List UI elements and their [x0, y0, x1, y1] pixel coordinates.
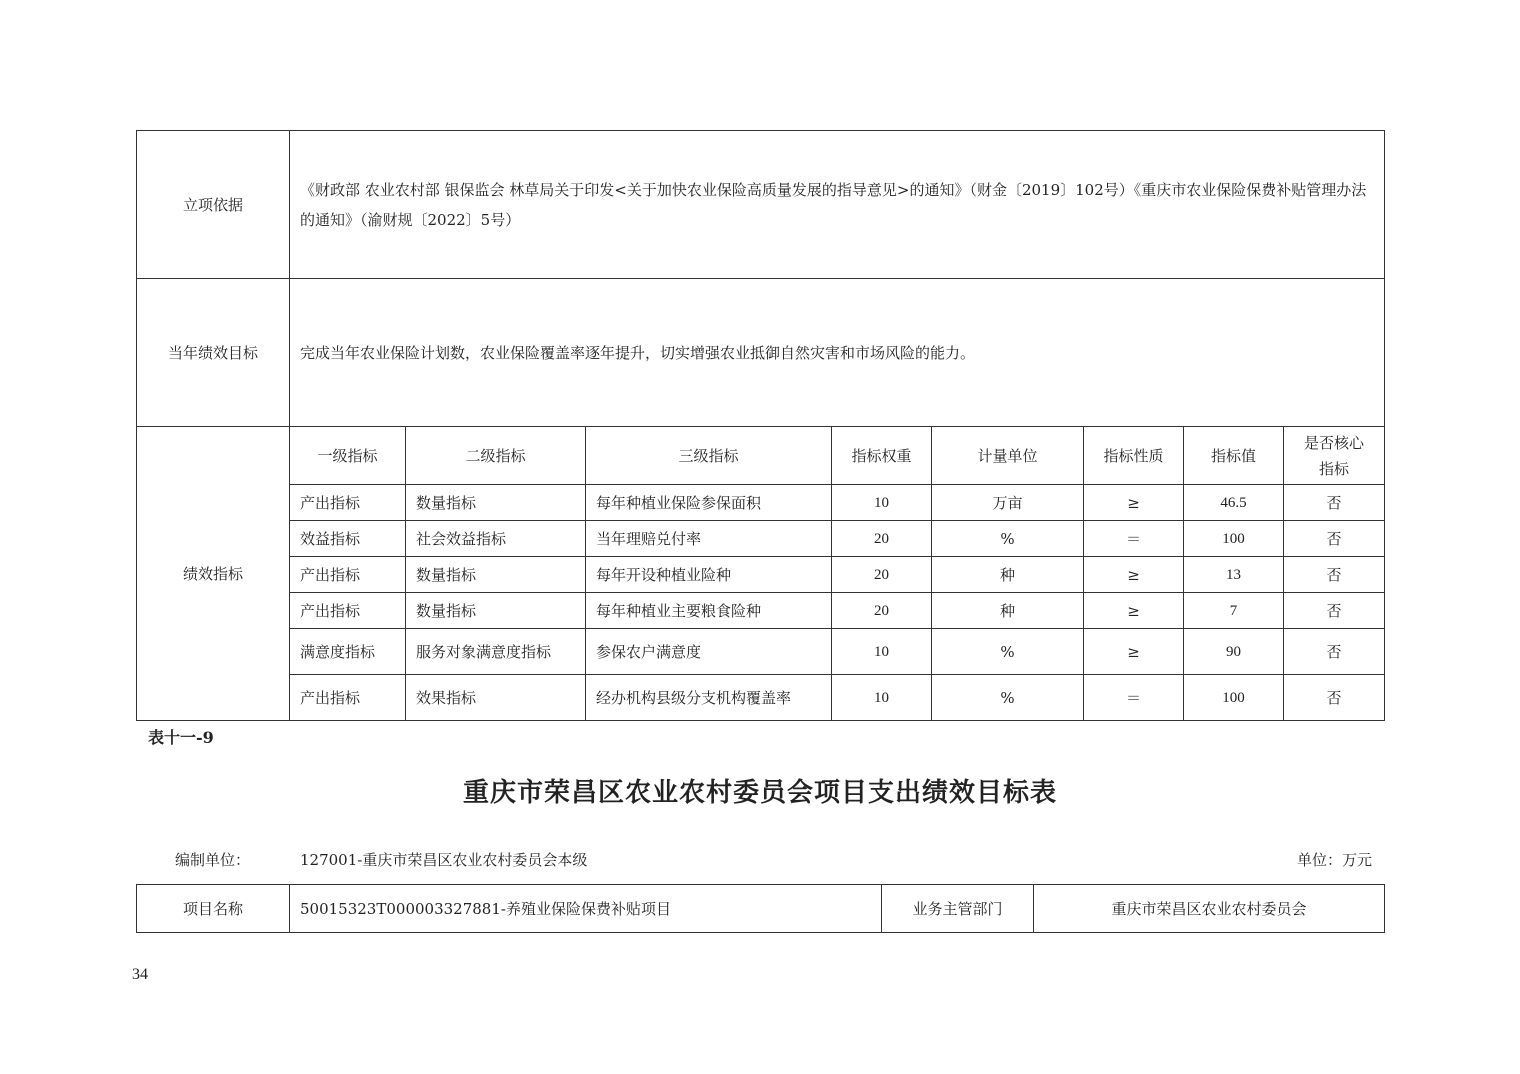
value-cell: 13	[1184, 557, 1284, 593]
project-name-value: 50015323T000003327881-养殖业保险保费补贴项目	[290, 885, 882, 933]
unit-cell: %	[932, 521, 1084, 557]
weight-cell: 10	[832, 629, 932, 675]
header-cell: 指标值	[1184, 427, 1284, 485]
level3-cell: 每年种植业主要粮食险种	[586, 593, 832, 629]
unit-cell: 种	[932, 557, 1084, 593]
weight-cell: 10	[832, 675, 932, 721]
value-cell: 7	[1184, 593, 1284, 629]
table-row	[137, 521, 1385, 557]
indicator-header-row	[137, 427, 1385, 485]
basis-text: 《财政部 农业农村部 银保监会 林草局关于印发<关于加快农业保险高质量发展的指导意见>的通知》（财金〔2019〕102号）《重庆市农业保险保费补贴管理办法的通知》（渝财规〔2022〕5号）	[290, 131, 1385, 279]
table-row	[137, 485, 1385, 521]
level1-cell: 满意度指标	[290, 629, 406, 675]
project-name-label: 项目名称	[137, 885, 290, 933]
table-row	[137, 629, 1385, 675]
level3-cell: 当年理赔兑付率	[586, 521, 832, 557]
core-cell: 否	[1284, 557, 1385, 593]
unit-cell: 种	[932, 593, 1084, 629]
weight-cell: 20	[832, 593, 932, 629]
page-number: 34	[132, 966, 148, 983]
performance-table	[136, 130, 1385, 721]
level2-cell: 效果指标	[406, 675, 586, 721]
compiling-unit-label: 编制单位：	[175, 851, 251, 869]
core-cell: 否	[1284, 593, 1385, 629]
level1-cell: 产出指标	[290, 557, 406, 593]
unit-cell: %	[932, 675, 1084, 721]
core-cell: 否	[1284, 675, 1385, 721]
level3-cell: 经办机构县级分支机构覆盖率	[586, 675, 832, 721]
level3-cell: 每年开设种植业险种	[586, 557, 832, 593]
project-row	[137, 885, 1385, 933]
value-cell: 46.5	[1184, 485, 1284, 521]
nature-cell: ≥	[1084, 629, 1184, 675]
goal-text: 完成当年农业保险计划数，农业保险覆盖率逐年提升，切实增强农业抵御自然灾害和市场风险的能力。	[290, 279, 1385, 427]
department-value: 重庆市荣昌区农业农村委员会	[1034, 885, 1385, 933]
core-cell: 否	[1284, 629, 1385, 675]
unit-cell: 万亩	[932, 485, 1084, 521]
core-cell: 否	[1284, 485, 1385, 521]
table-row	[137, 557, 1385, 593]
header-cell: 指标权重	[832, 427, 932, 485]
level1-cell: 产出指标	[290, 485, 406, 521]
goal-label: 当年绩效目标	[137, 279, 290, 427]
header-cell: 二级指标	[406, 427, 586, 485]
header-cell: 三级指标	[586, 427, 832, 485]
nature-cell: ＝	[1084, 521, 1184, 557]
level1-cell: 产出指标	[290, 675, 406, 721]
table-row	[137, 593, 1385, 629]
level1-cell: 产出指标	[290, 593, 406, 629]
nature-cell: ＝	[1084, 675, 1184, 721]
table-number: 表十一-9	[148, 728, 214, 747]
goal-row	[137, 279, 1385, 427]
level3-cell: 参保农户满意度	[586, 629, 832, 675]
level2-cell: 数量指标	[406, 557, 586, 593]
nature-cell: ≥	[1084, 593, 1184, 629]
indicator-label: 绩效指标	[137, 427, 290, 721]
weight-cell: 20	[832, 557, 932, 593]
weight-cell: 20	[832, 521, 932, 557]
core-cell: 否	[1284, 521, 1385, 557]
document-title: 重庆市荣昌区农业农村委员会项目支出绩效目标表	[462, 778, 1057, 808]
department-label: 业务主管部门	[882, 885, 1034, 933]
project-info-table	[136, 884, 1385, 933]
header-cell: 一级指标	[290, 427, 406, 485]
nature-cell: ≥	[1084, 485, 1184, 521]
nature-cell: ≥	[1084, 557, 1184, 593]
value-cell: 100	[1184, 675, 1284, 721]
header-cell: 计量单位	[932, 427, 1084, 485]
weight-cell: 10	[832, 485, 932, 521]
table-row	[137, 675, 1385, 721]
level2-cell: 服务对象满意度指标	[406, 629, 586, 675]
basis-row	[137, 131, 1385, 279]
header-cell: 是否核心指标	[1284, 427, 1385, 485]
level3-cell: 每年种植业保险参保面积	[586, 485, 832, 521]
basis-label: 立项依据	[137, 131, 290, 279]
level2-cell: 社会效益指标	[406, 521, 586, 557]
value-cell: 100	[1184, 521, 1284, 557]
level2-cell: 数量指标	[406, 485, 586, 521]
currency-unit: 单位：万元	[1296, 851, 1372, 869]
header-cell: 指标性质	[1084, 427, 1184, 485]
compiling-unit-value: 127001-重庆市荣昌区农业农村委员会本级	[300, 851, 588, 869]
unit-cell: %	[932, 629, 1084, 675]
value-cell: 90	[1184, 629, 1284, 675]
level2-cell: 数量指标	[406, 593, 586, 629]
level1-cell: 效益指标	[290, 521, 406, 557]
